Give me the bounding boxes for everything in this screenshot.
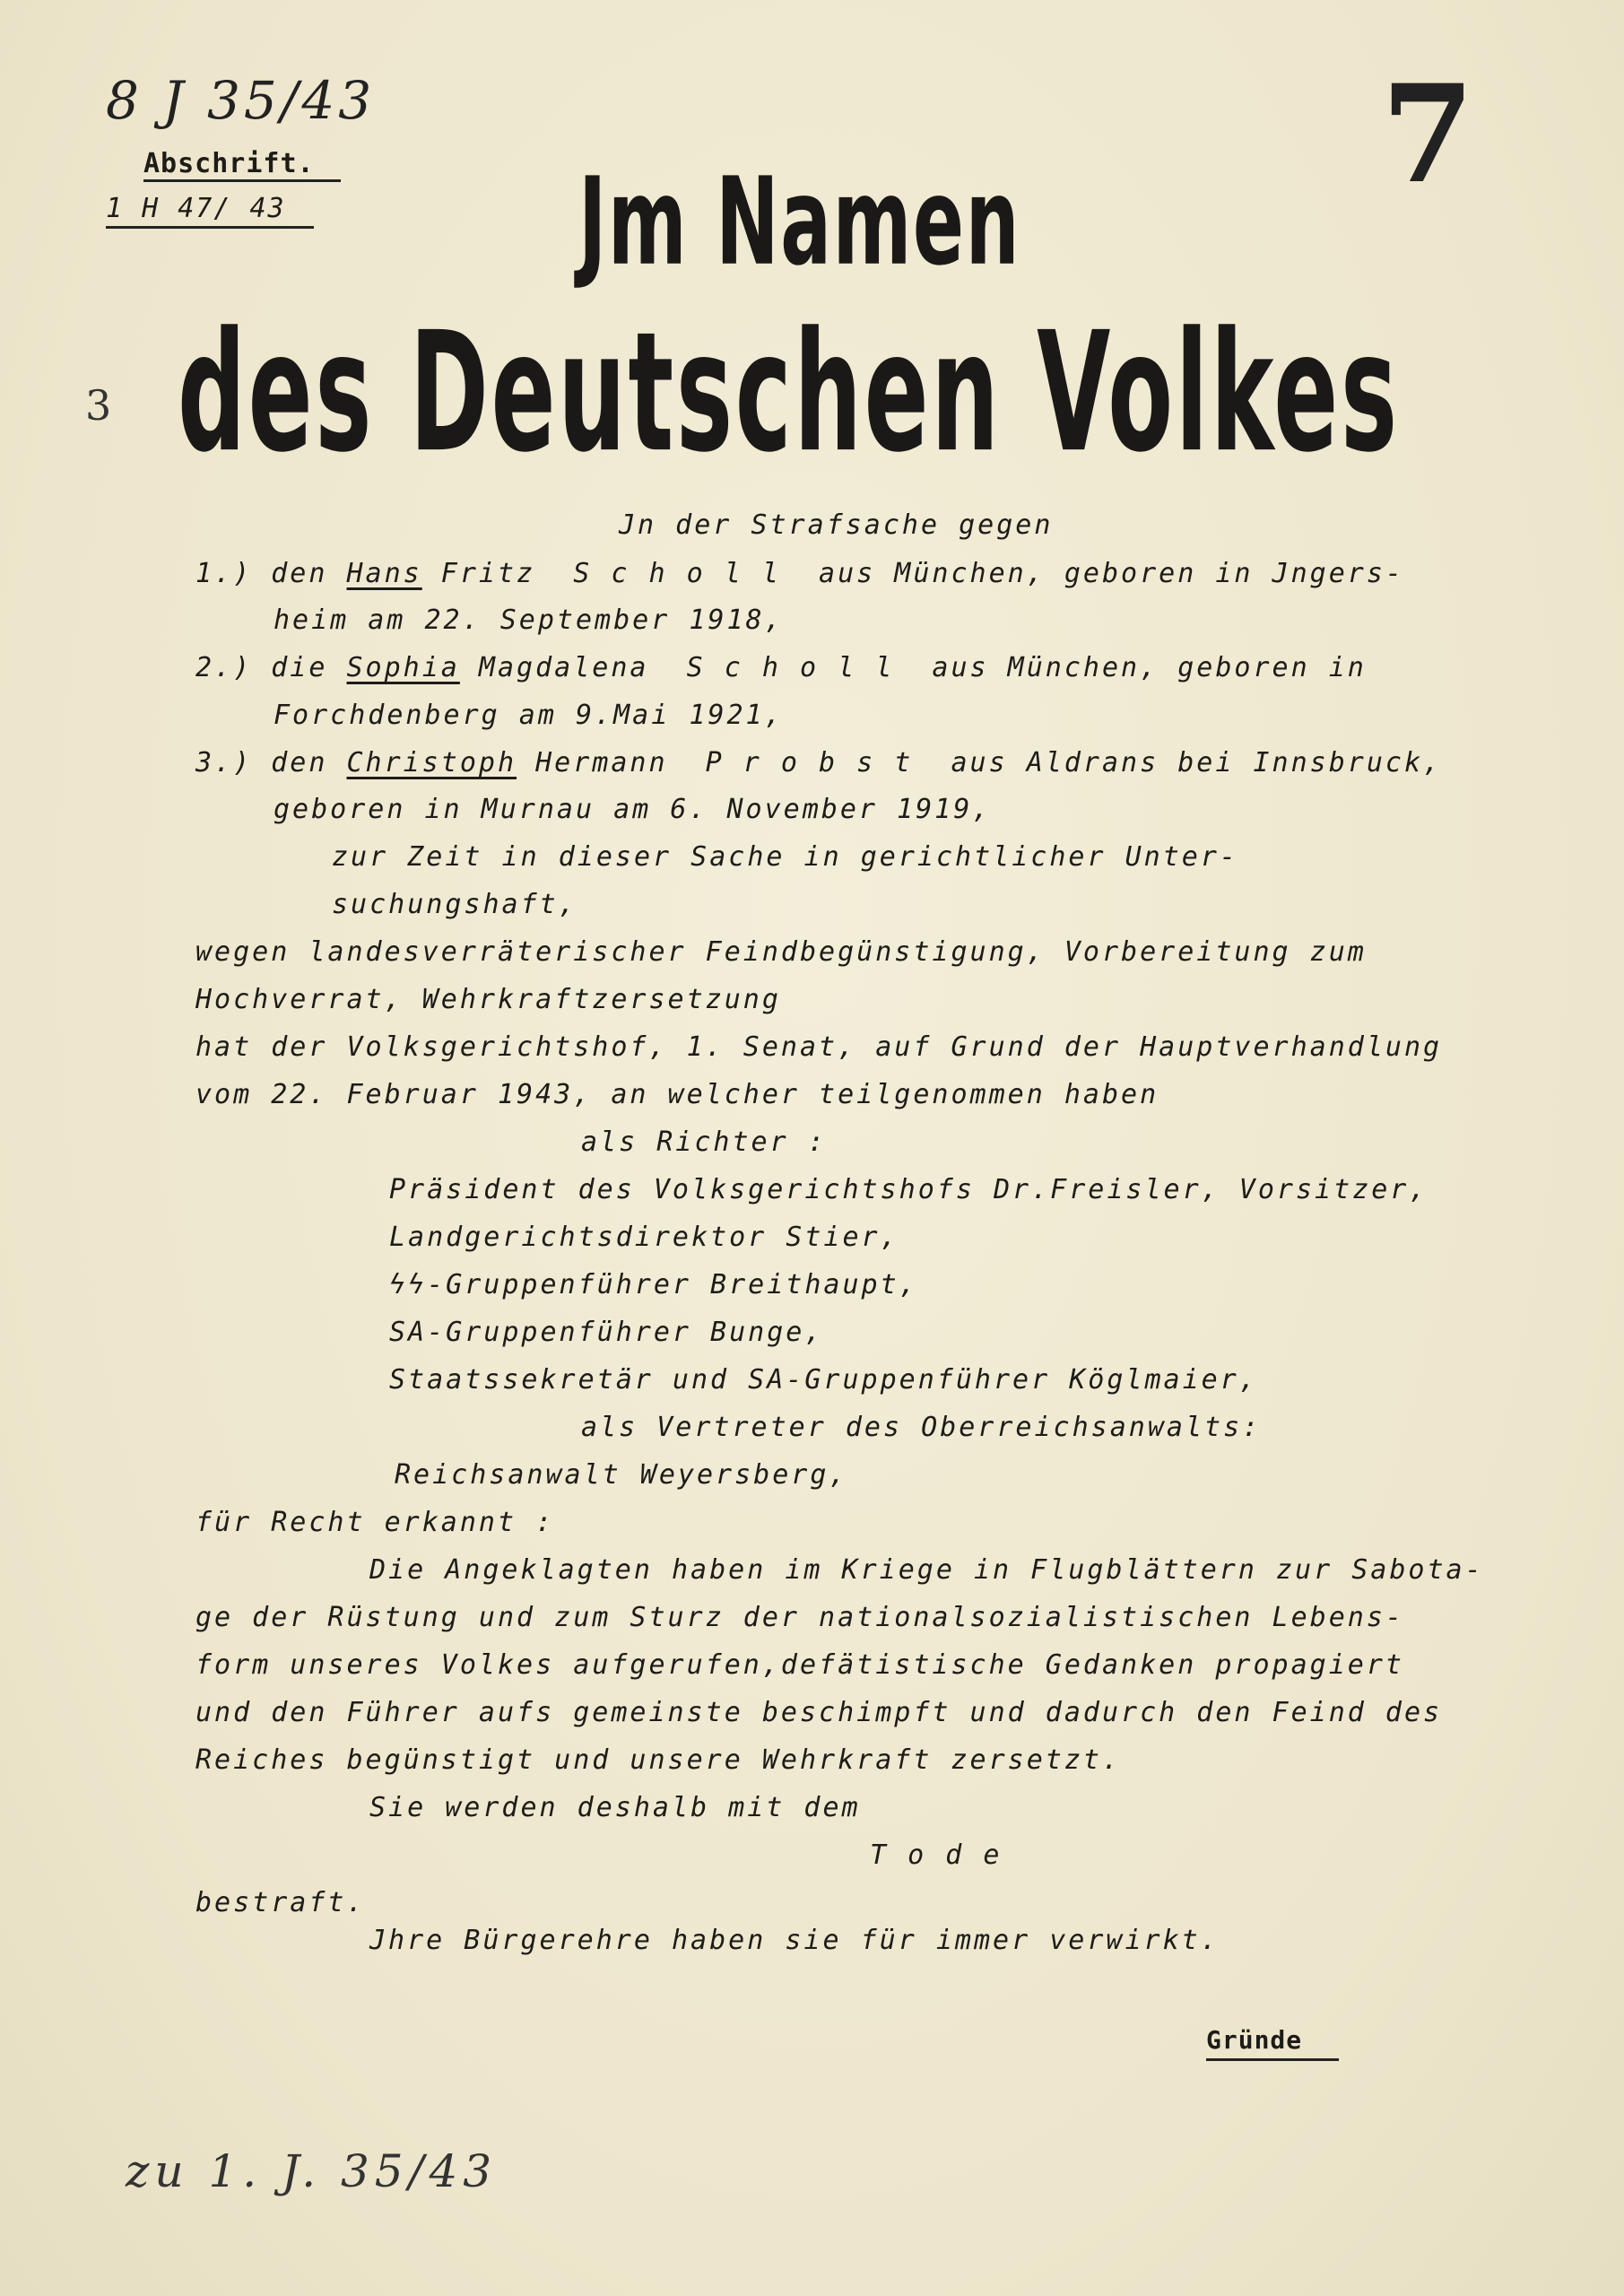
verdict-line-3: form unseres Volkes aufgerufen,defätistische Gedanken propagiert: [195, 1649, 1404, 1681]
defendant-2-line-1: 2.) die Sophia Magdalena S c h o l l aus München, geboren in: [195, 652, 1367, 683]
reasons-underline: [1206, 2058, 1339, 2061]
defendant-1-line-1: 1.) den Hans Fritz S c h o l l aus München, geboren in Jngers-: [195, 558, 1404, 589]
abschrift-underline: [143, 179, 341, 182]
heading-line-1: Jm Namen: [578, 152, 1021, 293]
abschrift-label: Abschrift.: [143, 148, 315, 179]
prosecutor-heading: als Vertreter des Oberreichsanwalts:: [581, 1412, 1262, 1443]
judge-4: SA-Gruppenführer Bunge,: [389, 1317, 824, 1348]
defendant-1-line-2: heim am 22. September 1918,: [274, 604, 784, 636]
name-christoph: Christoph: [346, 747, 517, 778]
court-line-2: vom 22. Februar 1943, an welcher teilgenommen haben: [195, 1079, 1159, 1110]
sentence-death: T o d e: [870, 1839, 1003, 1871]
name-hans: Hans: [346, 558, 422, 589]
verdict-line-1: Die Angeklagten haben im Kriege in Flugblättern zur Sabota-: [369, 1554, 1484, 1586]
judge-2: Landgerichtsdirektor Stier,: [389, 1222, 899, 1253]
reasons-heading: Gründe: [1206, 2025, 1303, 2055]
defendant-2-line-2: Forchdenberg am 9.Mai 1921,: [274, 700, 784, 731]
file-reference: 1 H 47/ 43: [106, 193, 286, 224]
judge-1: Präsident des Volksgerichtshofs Dr.Freisler, Vorsitzer,: [389, 1174, 1429, 1205]
prosecutor-name: Reichsanwalt Weyersberg,: [395, 1459, 848, 1491]
handwritten-page-number: 7: [1381, 56, 1475, 213]
defendant-3-line-2: geboren in Murnau am 6. November 1919,: [274, 794, 992, 825]
handwritten-file-number: 8 J 35/43: [106, 70, 376, 131]
heading-line-2: des Deutschen Volkes: [178, 296, 1400, 489]
verdict-line-5: Reiches begünstigt und unsere Wehrkraft zersetzt.: [195, 1744, 1122, 1776]
file-reference-underline: [106, 226, 314, 229]
verdict-heading: für Recht erkannt :: [195, 1507, 555, 1538]
charges-line-2: Hochverrat, Wehrkraftzersetzung: [195, 984, 781, 1015]
charges-line-1: wegen landesverräterischer Feindbegünstigung, Vorbereitung zum: [195, 936, 1367, 968]
verdict-line-2: ge der Rüstung und zum Sturz der nationalsozialistischen Lebens-: [195, 1602, 1404, 1633]
civil-rights-line: Jhre Bürgerehre haben sie für immer verwirkt.: [369, 1925, 1220, 1956]
sentence-line-1: Sie werden deshalb mit dem: [369, 1792, 861, 1823]
judges-heading: als Richter :: [581, 1126, 827, 1158]
court-line-1: hat der Volksgerichtshof, 1. Senat, auf Grund der Hauptverhandlung: [195, 1031, 1443, 1063]
intro-line: Jn der Strafsache gegen: [619, 509, 1054, 541]
handwritten-bottom-reference: zu 1. J. 35/43: [126, 2145, 498, 2197]
name-sophia: Sophia: [346, 652, 460, 683]
sentence-line-3: bestraft.: [195, 1887, 366, 1918]
verdict-line-4: und den Führer aufs gemeinste beschimpft und dadurch den Feind des: [195, 1697, 1443, 1728]
defendant-3-line-1: 3.) den Christoph Hermann P r o b s t aus Aldrans bei Innsbruck,: [195, 747, 1443, 778]
custody-line-1: zur Zeit in dieser Sache in gerichtlicher Unter-: [332, 841, 1238, 873]
judge-5: Staatssekretär und SA-Gruppenführer Köglmaier,: [389, 1364, 1258, 1396]
custody-line-2: suchungshaft,: [332, 889, 578, 920]
judge-3: ϟϟ-Gruppenführer Breithaupt,: [389, 1269, 918, 1300]
stamp-number: 3: [85, 381, 112, 430]
